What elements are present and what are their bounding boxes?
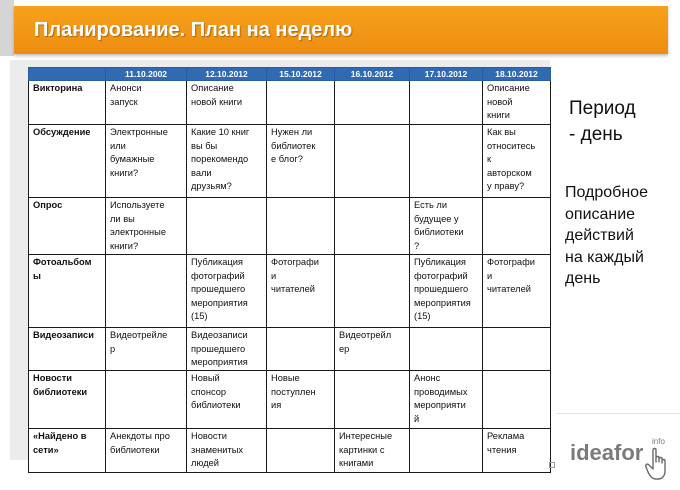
table-cell: Публикация фотографий прошедшего мероприятия (15) bbox=[410, 255, 483, 328]
table-resize-marker bbox=[549, 462, 555, 468]
description-note: Подробное описание действий на каждый день bbox=[565, 184, 648, 287]
table-row bbox=[29, 328, 551, 371]
table-cell: Видеотрейл ер bbox=[335, 328, 410, 371]
table-row bbox=[29, 255, 551, 328]
table-cell bbox=[267, 328, 335, 371]
site-logo-suffix: info bbox=[652, 437, 665, 446]
table-cell bbox=[267, 198, 335, 255]
table-cell bbox=[335, 255, 410, 328]
table-cell: Какие 10 книг вы бы порекомендо вали друзьям? bbox=[187, 125, 267, 198]
table-cell: Фотографи и читателей bbox=[267, 255, 335, 328]
table-cell: Видеозаписи прошедшего мероприятия bbox=[187, 328, 267, 371]
table-row bbox=[29, 371, 551, 429]
table-cell bbox=[410, 429, 483, 473]
divider-line bbox=[556, 413, 680, 414]
table-cell: Анекдоты про библиотеки bbox=[106, 429, 187, 473]
table-cell: Новые поступлен ия bbox=[267, 371, 335, 429]
table-cell: Электронные или бумажные книги? bbox=[106, 125, 187, 198]
table-row bbox=[29, 81, 551, 125]
table-cell bbox=[483, 371, 551, 429]
site-logo: ideafor bbox=[570, 440, 644, 465]
table-cell bbox=[187, 198, 267, 255]
table-cell bbox=[106, 255, 187, 328]
table-cell bbox=[410, 125, 483, 198]
header-row bbox=[29, 68, 551, 81]
table-cell: Анонс проводимых мероприяти й bbox=[410, 371, 483, 429]
table-cell: Описание новой книги bbox=[483, 81, 551, 125]
table-cell: Реклама чтения bbox=[483, 429, 551, 473]
table-row bbox=[29, 125, 551, 198]
table-cell: Анонси запуск bbox=[106, 81, 187, 125]
table-cell: Фотографи и читателей bbox=[483, 255, 551, 328]
row-label-poll: Опрос bbox=[29, 198, 106, 255]
table-cell bbox=[335, 125, 410, 198]
slide-title: Планирование. План на неделю bbox=[34, 19, 353, 41]
table-cell: Интересные картинки с книгами bbox=[335, 429, 410, 473]
table-cell bbox=[335, 81, 410, 125]
header-date-5: 17.10.2012 bbox=[410, 68, 483, 81]
table-cell bbox=[267, 81, 335, 125]
header-date-6: 18.10.2012 bbox=[483, 68, 551, 81]
header-date-4: 16.10.2012 bbox=[335, 68, 410, 81]
title-corner-decoration bbox=[0, 0, 14, 56]
table-cell: Нужен ли библиотек е блог? bbox=[267, 125, 335, 198]
title-bar bbox=[14, 6, 668, 54]
pointing-hand-icon bbox=[645, 447, 671, 481]
table-cell bbox=[106, 371, 187, 429]
table-cell: Публикация фотографий прошедшего мероприятия (15) bbox=[187, 255, 267, 328]
table-cell: Используете ли вы электронные книги? bbox=[106, 198, 187, 255]
row-label-discussion: Обсуждение bbox=[29, 125, 106, 198]
table-cell: Видеотрейле р bbox=[106, 328, 187, 371]
row-label-photo-albums: Фотоальбом ы bbox=[29, 255, 106, 328]
table-cell bbox=[410, 81, 483, 125]
table-cell: Новый спонсор библиотеки bbox=[187, 371, 267, 429]
header-date-1: 11.10.2002 bbox=[106, 68, 187, 81]
table-cell bbox=[267, 429, 335, 473]
table-cell bbox=[483, 328, 551, 371]
period-note: Период - день bbox=[569, 98, 636, 145]
row-label-found-online: «Найдено в сети» bbox=[29, 429, 106, 473]
row-label-videos: Видеозаписи bbox=[29, 328, 106, 371]
header-date-3: 15.10.2012 bbox=[267, 68, 335, 81]
table-row bbox=[29, 429, 551, 473]
table-row bbox=[29, 198, 551, 255]
row-label-quiz: Викторина bbox=[29, 81, 106, 125]
table-cell: Как вы относитесь к авторском у праву? bbox=[483, 125, 551, 198]
table-cell bbox=[483, 198, 551, 255]
table-cell: Есть ли будущее у библиотеки ? bbox=[410, 198, 483, 255]
table-cell bbox=[335, 371, 410, 429]
header-date-2: 12.10.2012 bbox=[187, 68, 267, 81]
weekly-plan-table bbox=[28, 67, 551, 473]
table-cell: Описание новой книги bbox=[187, 81, 267, 125]
table-cell bbox=[335, 198, 410, 255]
table-cell bbox=[410, 328, 483, 371]
table-cell: Новости знаменитых людей bbox=[187, 429, 267, 473]
header-corner-cell bbox=[29, 68, 106, 81]
row-label-library-news: Новости библиотеки bbox=[29, 371, 106, 429]
